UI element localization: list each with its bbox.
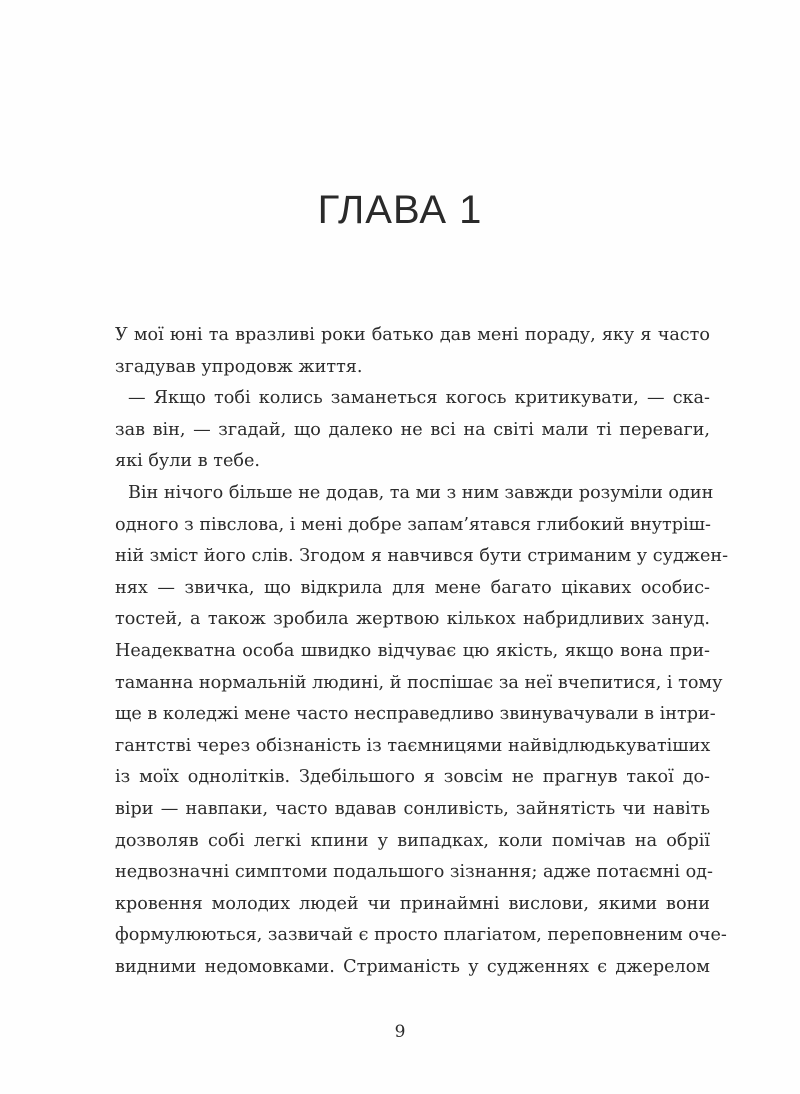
text-line: недвозначні симптоми подальшого зізнання; адже потаємні од- (115, 862, 713, 883)
body-text (115, 320, 729, 983)
text-line: кровення молодих людей чи принаймні вислови, якими вони (115, 893, 710, 914)
text-line: ще в коледжі мене часто несправедливо звинувачували в інтри- (115, 704, 716, 725)
text-line: Він нічого більше не додав, та ми з ним завжди розуміли один (128, 482, 714, 503)
text-line: гантстві через обізнаність із таємницями найвідлюдькуватіших (115, 735, 711, 756)
text-line: ній зміст його слів. Згодом я навчився бути стриманим у суджен- (115, 546, 729, 567)
text-line: видними недомовками. Стриманість у судженнях є джерелом (115, 956, 710, 977)
text-line: дозволяв собі легкі кпини у випадках, коли помічав на обрії (115, 830, 710, 851)
text-line: із моїх однолітків. Здебільшого я зовсім не прагнув такої до- (115, 767, 710, 788)
text-line: згадував упродовж життя. (115, 356, 363, 377)
text-line: віри — навпаки, часто вдавав сонливість, зайнятість чи навіть (115, 798, 710, 819)
text-line: Неадекватна особа швидко відчуває цю якість, якщо вона при- (115, 640, 710, 661)
text-line: таманна нормальній людині, й поспішає за неї вчепитися, і тому (115, 672, 723, 693)
text-line: одного з півслова, і мені добре запам’ятався глибокий внутріш- (115, 514, 711, 535)
text-line: формулюються, зазвичай є просто плагіатом, переповненим оче- (115, 925, 727, 946)
page-number: 9 (394, 1022, 406, 1042)
chapter-title: ГЛАВА 1 (317, 188, 483, 232)
text-line: зав він, — згадай, що далеко не всі на світі мали ті переваги, (115, 419, 710, 440)
text-line: нях — звичка, що відкрила для мене багато цікавих особис- (115, 577, 710, 598)
text-line: У мої юні та вразливі роки батько дав мені пораду, яку я часто (115, 325, 710, 345)
text-line: — Якщо тобі колись заманеться когось критикувати, — ска- (128, 388, 710, 409)
text-line: які були в тебе. (115, 451, 260, 472)
text-line: тостей, а також зробила жертвою кількох набридливих зануд. (115, 609, 710, 630)
